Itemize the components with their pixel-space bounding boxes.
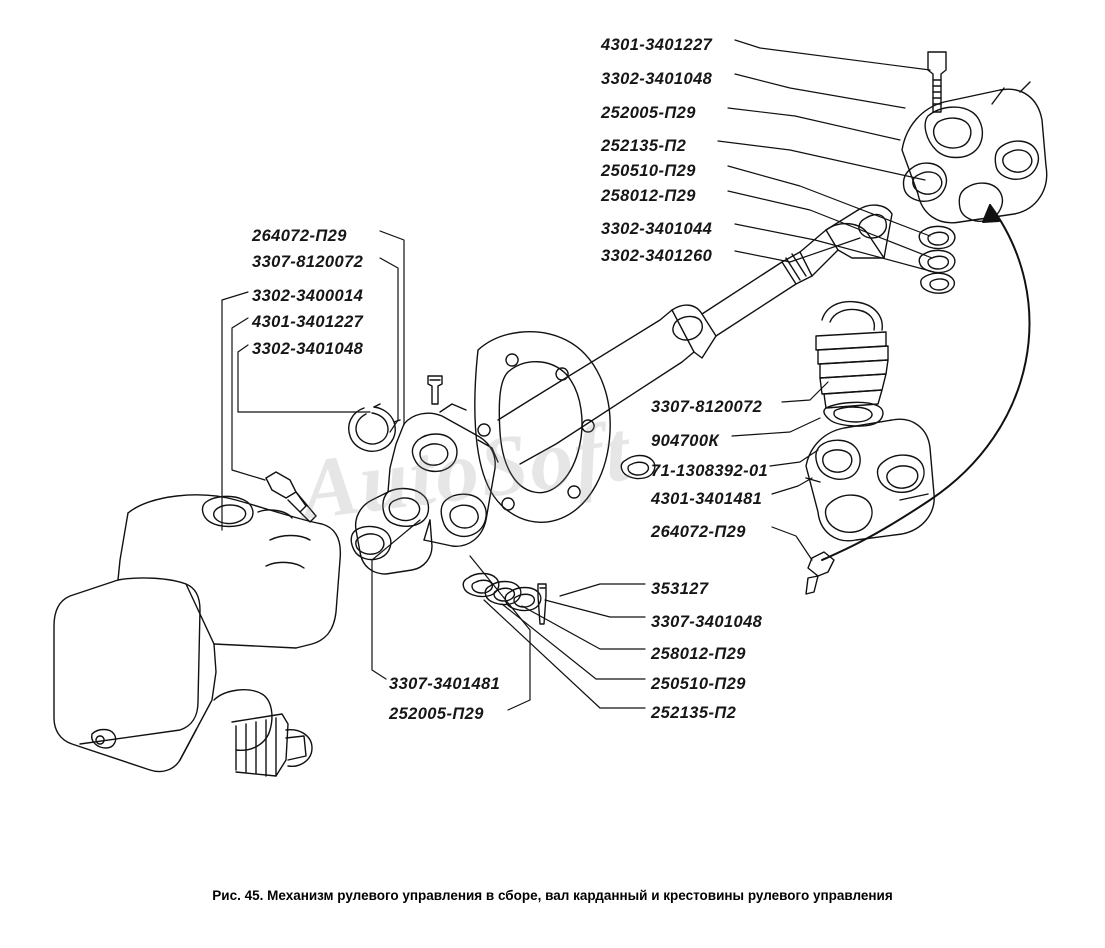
part-label: 264072-П29 [252,227,347,245]
leader-lines-top [718,40,934,272]
small-bolt-upper-left [428,376,442,404]
watermark: AutoSoft [295,402,637,538]
part-label: 71-1308392-01 [651,462,769,480]
part-label: 3302-3401048 [601,70,713,88]
part-label: 3307-3401048 [651,613,763,631]
part-label: 4301-3401227 [252,313,364,331]
part-label: 4301-3401481 [651,490,763,508]
part-label: 3307-3401481 [389,675,501,693]
part-label: 4301-3401227 [601,36,713,54]
part-label: 3302-3401048 [252,340,364,358]
part-label: 904700К [651,432,720,450]
part-label: 252005-П29 [389,705,484,723]
part-label: 3302-3400014 [252,287,364,305]
upper-right-universal-joint [902,82,1047,223]
part-label: 258012-П29 [651,645,746,663]
part-label: 252135-П2 [651,704,737,722]
right-universal-joint [806,419,934,594]
part-label: 258012-П29 [601,187,696,205]
part-label: 3302-3401260 [601,247,713,265]
washer-stack-top [919,226,955,293]
figure-caption: Рис. 45. Механизм рулевого управления в сборе, вал карданный и крестовины рулевого управления [212,888,893,903]
part-label: 250510-П29 [651,675,746,693]
part-label: 3302-3401044 [601,220,713,238]
part-label: 252135-П2 [601,137,687,155]
part-label: 3307-8120072 [252,253,364,271]
protective-boot [816,302,888,426]
part-label: 3307-8120072 [651,398,763,416]
part-label: 250510-П29 [601,162,696,180]
part-label: 252005-П29 [601,104,696,122]
top-bolt [928,52,946,112]
part-label: 353127 [651,580,709,598]
part-label: 264072-П29 [651,523,746,541]
steering-gear-housing [54,495,340,776]
